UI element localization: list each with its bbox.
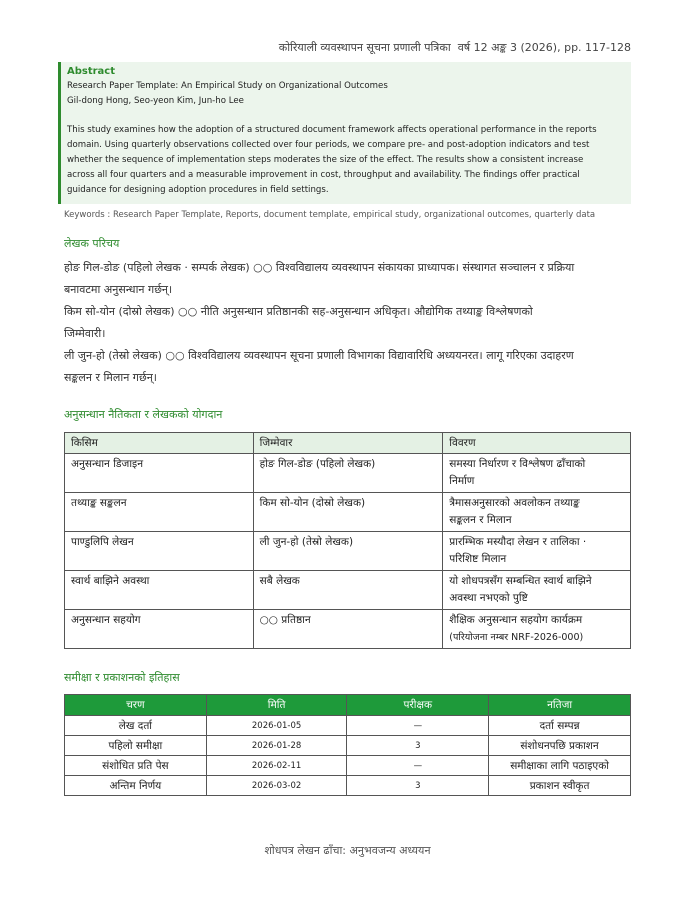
bio-line: ली जुन-हो (तेस्रो लेखक) ○○ विश्वविद्यालय व्यवस्थापन सूचना प्रणाली विभागका विद्यावारिधि अध्ययनरत। लागू गरिएका उदाहरण	[64, 349, 574, 362]
table-row	[65, 610, 631, 649]
contribution-table	[64, 432, 631, 649]
abstract-line: domain. Using quarterly observations collected over four periods, we compare pre- and post-adoption indicators and test	[67, 140, 590, 150]
bio-line: किम सो-योन (दोस्रो लेखक) ○○ नीति अनुसन्धान प्रतिष्ठानकी सह-अनुसन्धान अधिकृत। औद्योगिक तथ्याङ्क विश्लेषणको	[64, 305, 533, 318]
table-cell: पाण्डुलिपि लेखन	[65, 532, 254, 571]
table-cell: त्रैमासअनुसारको अवलोकन तथ्याङ्क सङ्कलन र मिलान	[443, 493, 631, 532]
abstract-heading: Abstract	[67, 66, 116, 77]
table-row	[65, 454, 631, 493]
keywords: Keywords : Research Paper Template, Reports, document template, empirical study, organizational outcomes, quarterly data	[64, 210, 596, 220]
history-heading: समीक्षा र प्रकाशनको इतिहास	[64, 671, 180, 684]
author-bio	[64, 257, 639, 389]
table-cell: किम सो-योन (दोस्रो लेखक)	[253, 493, 443, 532]
bio-line: सङ्कलन र मिलान गर्छन्।	[64, 371, 157, 384]
journal-name: कोरियाली व्यवस्थापन सूचना प्रणाली पत्रिका	[278, 41, 451, 54]
bio-line: बनावटमा अनुसन्धान गर्छन्।	[64, 283, 173, 296]
table-row	[65, 756, 631, 776]
table-cell: प्रकाशन स्वीकृत	[489, 776, 631, 796]
column-header: किसिम	[65, 433, 254, 454]
column-header: नतिजा	[489, 695, 631, 716]
review-history-table	[64, 694, 631, 796]
table-cell: होङ गिल-डोङ (पहिलो लेखक)	[253, 454, 443, 493]
table-cell: सबै लेखक	[253, 571, 443, 610]
column-header: मिति	[206, 695, 347, 716]
bio-line: होङ गिल-डोङ (पहिलो लेखक · सम्पर्क लेखक) ○○ विश्वविद्यालय व्यवस्थापन संकायका प्राध्यापक। संस्थागत सञ्चालन र प्रक्रिया	[64, 261, 575, 274]
table-cell: समस्या निर्धारण र विश्लेषण ढाँचाको निर्माण	[443, 454, 631, 493]
table-cell: 2026-01-05	[206, 716, 347, 736]
table-cell: यो शोधपत्रसँग सम्बन्धित स्वार्थ बाझिने अवस्था नभएको पुष्टि	[443, 571, 631, 610]
column-header: विवरण	[443, 433, 631, 454]
table-cell: शैक्षिक अनुसन्धान सहयोग कार्यक्रम (परियोजना नम्बर NRF-2026-000)	[443, 610, 631, 649]
table-cell: समीक्षाका लागि पठाइएको	[489, 756, 631, 776]
table-cell: अनुसन्धान सहयोग	[65, 610, 254, 649]
table-cell: —	[347, 756, 489, 776]
running-header	[279, 40, 631, 55]
table-cell: अन्तिम निर्णय	[65, 776, 207, 796]
table-cell: 2026-01-28	[206, 736, 347, 756]
table-row	[65, 571, 631, 610]
table-cell: संशोधनपछि प्रकाशन	[489, 736, 631, 756]
table-row	[65, 736, 631, 756]
bio-line: जिम्मेवारी।	[64, 327, 106, 340]
page-footer: शोधपत्र लेखन ढाँचा: अनुभवजन्य अध्ययन	[264, 844, 431, 857]
table-cell: —	[347, 716, 489, 736]
table-cell: प्रारम्भिक मस्यौदा लेखन र तालिका · परिशिष्ट मिलान	[443, 532, 631, 571]
table-row	[65, 493, 631, 532]
table-cell: दर्ता सम्पन्न	[489, 716, 631, 736]
bio-heading: लेखक परिचय	[64, 237, 120, 250]
abstract-line: This study examines how the adoption of a structured document framework affects operational performance in the reports	[67, 125, 597, 135]
table-cell: ○○ प्रतिष्ठान	[253, 610, 443, 649]
abstract-line: whether the sequence of implementation steps moderates the size of the effect. The results show a consistent increase	[67, 155, 584, 165]
table-cell: लेख दर्ता	[65, 716, 207, 736]
table-cell: 2026-03-02	[206, 776, 347, 796]
paper-authors: Gil-dong Hong, Seo-yeon Kim, Jun-ho Lee	[67, 96, 244, 106]
table-header-row	[65, 433, 631, 454]
column-header: चरण	[65, 695, 207, 716]
ethics-heading: अनुसन्धान नैतिकता र लेखकको योगदान	[64, 408, 223, 421]
table-row	[65, 716, 631, 736]
table-row	[65, 776, 631, 796]
table-cell: तथ्याङ्क सङ्कलन	[65, 493, 254, 532]
paper-title: Research Paper Template: An Empirical Study on Organizational Outcomes	[67, 81, 388, 91]
abstract-line: guidance for designing adoption procedures in field settings.	[67, 185, 329, 195]
table-cell: संशोधित प्रति पेस	[65, 756, 207, 776]
table-cell: 3	[347, 776, 489, 796]
table-cell: 3	[347, 736, 489, 756]
table-row	[65, 532, 631, 571]
column-header: परीक्षक	[347, 695, 489, 716]
table-cell: ली जुन-हो (तेस्रो लेखक)	[253, 532, 443, 571]
volume-info: वर्ष 12 अङ्क 3 (2026), pp. 117-128	[457, 41, 631, 54]
table-cell: अनुसन्धान डिजाइन	[65, 454, 254, 493]
table-cell: स्वार्थ बाझिने अवस्था	[65, 571, 254, 610]
abstract-box	[58, 62, 631, 204]
table-cell: 2026-02-11	[206, 756, 347, 776]
abstract-line: across all four quarters and a measurable improvement in cost, throughput and availability. The findings offer practical	[67, 170, 580, 180]
table-header-row	[65, 695, 631, 716]
table-cell: पहिलो समीक्षा	[65, 736, 207, 756]
column-header: जिम्मेवार	[253, 433, 443, 454]
